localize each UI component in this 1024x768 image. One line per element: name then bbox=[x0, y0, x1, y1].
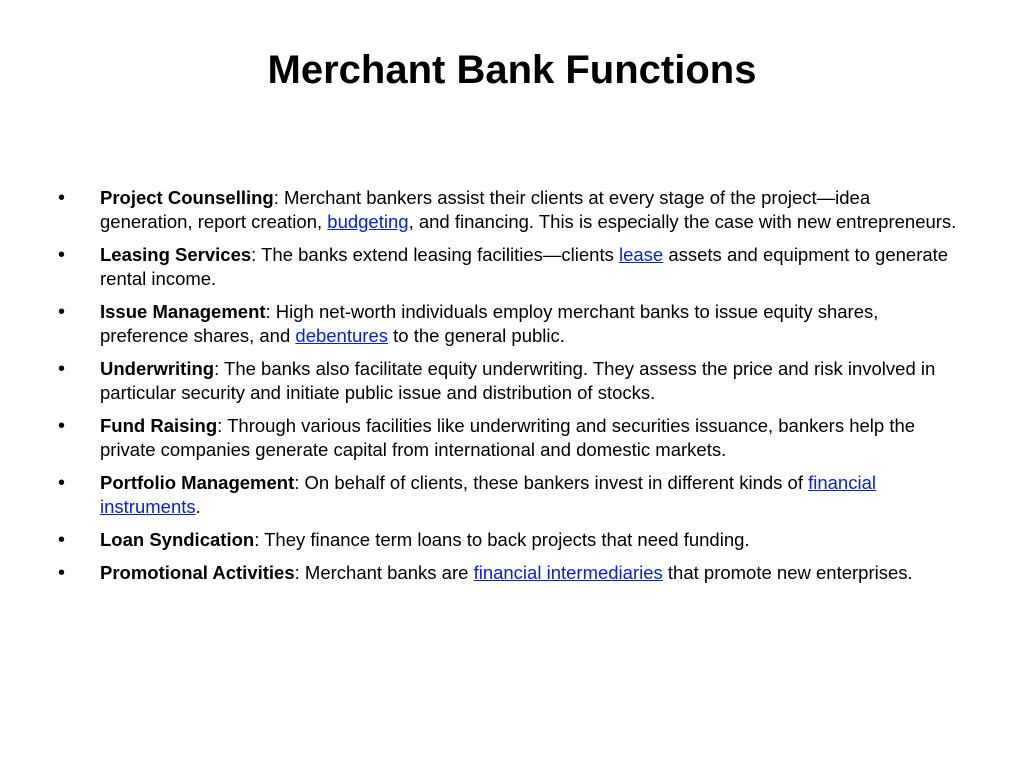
bullet-text: : On behalf of clients, these bankers invest in different kinds of bbox=[294, 472, 809, 493]
slide-title: Merchant Bank Functions bbox=[267, 48, 757, 92]
bullet-icon: • bbox=[58, 529, 66, 551]
bullet-text-after: . bbox=[195, 496, 201, 517]
bullet-item-fund-raising bbox=[58, 414, 958, 462]
bullet-icon: • bbox=[58, 301, 66, 323]
bullet-icon: • bbox=[58, 472, 66, 494]
link-lease[interactable]: lease bbox=[618, 244, 664, 265]
bullet-icon: • bbox=[58, 562, 66, 584]
bullet-term: Leasing Services bbox=[100, 244, 252, 265]
bullet-item-issue-management bbox=[58, 300, 958, 348]
bullet-term: Portfolio Management bbox=[100, 472, 295, 493]
bullet-icon: • bbox=[58, 415, 66, 437]
bullet-text-after: to the general public. bbox=[387, 325, 565, 346]
bullet-text: : Through various facilities like underwriting and securities issuance, bankers help the private companies generate capital from international and domestic markets. bbox=[100, 415, 916, 460]
bullet-item-underwriting bbox=[58, 357, 958, 405]
bullet-text: : Merchant bankers assist their clients at every stage of the project—idea generation, report creation, bbox=[100, 187, 871, 232]
link-financial-intermediaries[interactable]: financial intermediaries bbox=[473, 562, 663, 583]
bullet-text: : The banks extend leasing facilities—clients bbox=[251, 244, 619, 265]
bullet-icon: • bbox=[58, 187, 66, 209]
bullet-term: Loan Syndication bbox=[100, 529, 255, 550]
bullet-item-promotional-activities bbox=[58, 561, 958, 585]
bullet-text: : Merchant banks are bbox=[294, 562, 474, 583]
bullet-text-after: , and financing. This is especially the case with new entrepreneurs. bbox=[408, 211, 957, 232]
bullet-icon: • bbox=[58, 358, 66, 380]
bullet-list bbox=[58, 186, 958, 594]
bullet-item-project-counselling bbox=[58, 186, 958, 234]
link-budgeting[interactable]: budgeting bbox=[327, 211, 409, 232]
link-debentures[interactable]: debentures bbox=[295, 325, 388, 346]
bullet-term: Issue Management bbox=[100, 301, 266, 322]
bullet-item-loan-syndication bbox=[58, 528, 958, 552]
bullet-item-portfolio-management bbox=[58, 471, 958, 519]
bullet-icon: • bbox=[58, 244, 66, 266]
bullet-term: Fund Raising bbox=[100, 415, 218, 436]
link-financial-instruments[interactable]: financial instruments bbox=[100, 472, 876, 517]
bullet-text: : The banks also facilitate equity underwriting. They assess the price and risk involved in particular security and initiate public issue and distribution of stocks. bbox=[100, 358, 936, 403]
bullet-text-after: that promote new enterprises. bbox=[662, 562, 913, 583]
bullet-item-leasing-services bbox=[58, 243, 958, 291]
bullet-text: : They finance term loans to back projects that need funding. bbox=[254, 529, 750, 550]
bullet-text: : High net-worth individuals employ merchant banks to issue equity shares, preference shares, and bbox=[100, 301, 879, 346]
bullet-term: Promotional Activities bbox=[100, 562, 295, 583]
bullet-term: Project Counselling bbox=[100, 187, 274, 208]
bullet-term: Underwriting bbox=[100, 358, 215, 379]
bullet-text-after: assets and equipment to generate rental income. bbox=[100, 244, 949, 289]
